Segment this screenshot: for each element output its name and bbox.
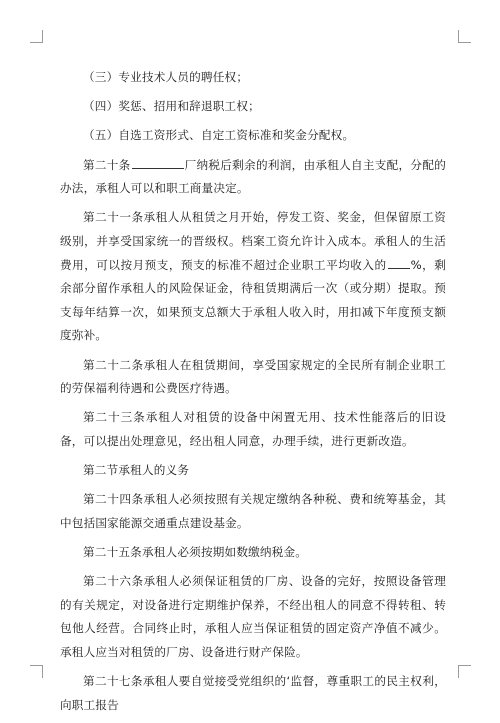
article-24: 第二十四条承租人必须按照有关规定缴纳各种税、费和统筹基金，其中包括国家能源交通重点建设基金。: [60, 492, 446, 530]
paragraph-right-3: （三）专业技术人员的聘任权；: [83, 70, 249, 84]
crop-mark-bottom-left: [30, 665, 43, 678]
article-20-body: 厂纳税后剩余的利润，由承租人自主支配，分配的办法，承租人可以和职工商量决定。: [60, 157, 446, 196]
crop-mark-top-left: [30, 30, 43, 43]
article-20: [60, 154, 446, 201]
fill-in-blank-percent: [388, 258, 410, 269]
article-27: 第二十七条承租人要自觉接受党组织的‘监督，尊重职工的民主权利，向职工报告: [60, 674, 446, 712]
article-21: [60, 206, 446, 348]
article-21-head: 第二十一条承租人从租赁之月开始，停发工资、奖金，但保留原工资级别，并享受国家统一的晋级权。档案工资允许计入成本。承租人的生活费用，可以按月预支，预支的标准不超过企业职工平均收入的: [60, 210, 446, 272]
article-25: 第二十五条承租人必须按期如数缴纳税金。: [83, 545, 308, 560]
paragraph-right-5: （五）自选工资形式、自定工资标准和奖金分配权。: [83, 128, 355, 143]
article-20-head: 第二十条: [83, 157, 131, 172]
article-21-body: %，剩余部分留作承租人的风险保证金，待租赁期满后一次（或分期）提取。预支每年结算一次，如果预支总额大于承租人收入时，用扣减下年度预支额度弥补。: [60, 257, 447, 343]
crop-mark-bottom-right: [458, 665, 471, 678]
fill-in-blank: [132, 158, 184, 169]
article-26: 第二十六条承租人必须保证租赁的厂房、设备的完好，按照设备管理的有关规定，对设备进行定期维护保养，不经出租人的同意不得转租、转包他人经营。合同终止时，承租人应当保证租赁的固定资产净值不减少。承租人应当对租赁的厂房、设备进行财产保险。: [60, 574, 446, 659]
article-22: 第二十二条承租人在租赁期间，享受国家规定的全民所有制企业职工的劳保福利待遇和公费医疗待遇。: [60, 357, 446, 396]
document-body: [60, 66, 446, 723]
article-23: 第二十三条承租人对租赁的设备中闲置无用、技术性能落后的旧设备，可以提出处理意见，经出租人同意，办理手续，进行更新改造。: [60, 410, 446, 448]
paragraph-right-4: （四）奖惩、招用和辞退职工权；: [83, 99, 260, 114]
crop-mark-top-right: [458, 30, 471, 43]
section-heading-obligations: 第二节承租人的义务: [83, 463, 190, 478]
